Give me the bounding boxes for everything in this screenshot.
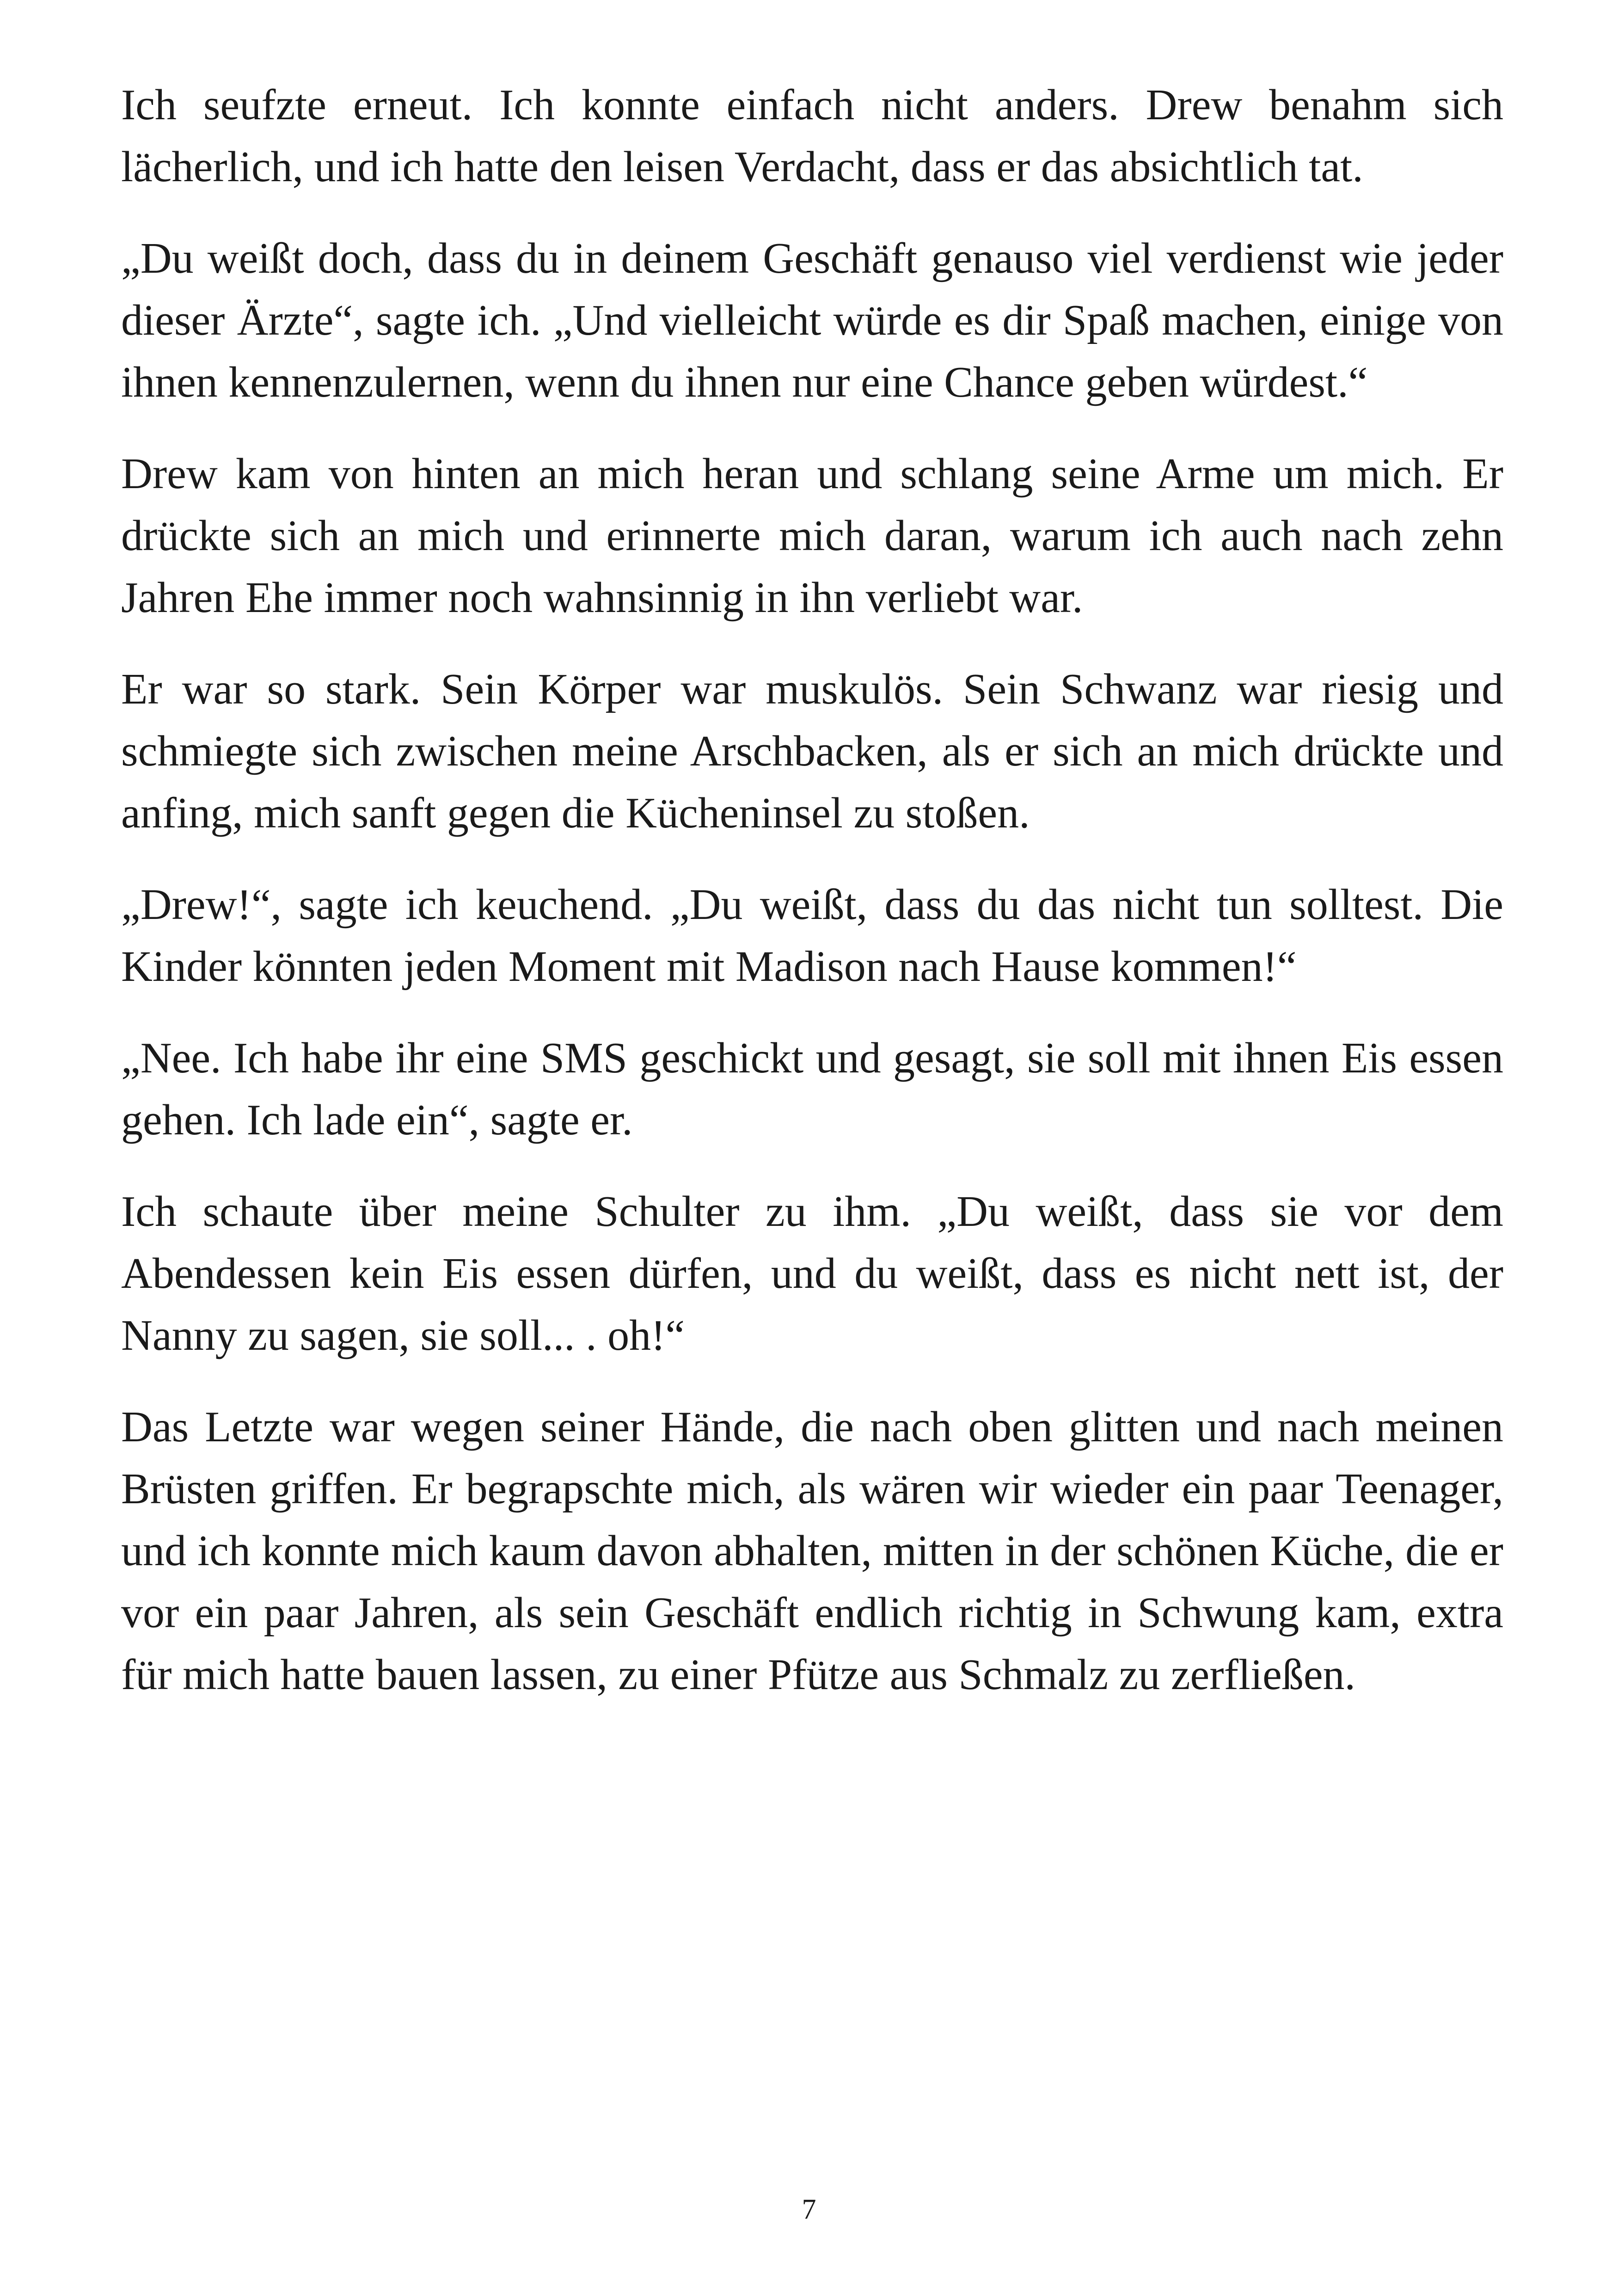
- paragraph-6: „Nee. Ich habe ihr eine SMS geschickt und gesagt, sie soll mit ihnen Eis essen gehen. Ich lade ein“, sagte er.: [121, 1034, 1503, 1144]
- paragraph-1: Ich seufzte erneut. Ich konnte einfach nicht anders. Drew benahm sich lächerlich, und ich hatte den leisen Verdacht, dass er das absichtlich tat.: [121, 81, 1503, 191]
- paragraph-4: Er war so stark. Sein Körper war muskulös. Sein Schwanz war riesig und schmiegte sich zwischen meine Arschbacken, als er sich an mich drückte und anfing, mich sanft gegen die Kücheninsel zu stoßen.: [121, 665, 1503, 837]
- paragraph-7: Ich schaute über meine Schulter zu ihm. „Du weißt, dass sie vor dem Abendessen kein Eis essen dürfen, und du weißt, dass es nicht nett ist, der Nanny zu sagen, sie soll... . oh!“: [121, 1188, 1503, 1359]
- paragraph-5: „Drew!“, sagte ich keuchend. „Du weißt, dass du das nicht tun solltest. Die Kinder könnten jeden Moment mit Madison nach Hause kommen!“: [121, 881, 1503, 991]
- paragraph-2: „Du weißt doch, dass du in deinem Geschäft genauso viel verdienst wie jeder dieser Ärzte“, sagte ich. „Und vielleicht würde es dir Spaß machen, einige von ihnen kennenzulernen, wenn du ihnen nur eine Chance geben würdest.“: [121, 234, 1503, 406]
- body-text: [121, 74, 1503, 1735]
- page-number: 7: [802, 2194, 816, 2225]
- paragraph-3: Drew kam von hinten an mich heran und schlang seine Arme um mich. Er drückte sich an mich und erinnerte mich daran, warum ich auch nach zehn Jahren Ehe immer noch wahnsinnig in ihn verliebt war.: [121, 450, 1503, 622]
- paragraph-8: Das Letzte war wegen seiner Hände, die nach oben glitten und nach meinen Brüsten griffen. Er begrapschte mich, als wären wir wieder ein paar Teenager, und ich konnte mich kaum davon abhalten, mitten in der schönen Küche, die er vor ein paar Jahren, als sein Geschäft endlich richtig in Schwung kam, extra für mich hatte bauen lassen, zu einer Pfütze aus Schmalz zu zerfließen.: [121, 1403, 1503, 1699]
